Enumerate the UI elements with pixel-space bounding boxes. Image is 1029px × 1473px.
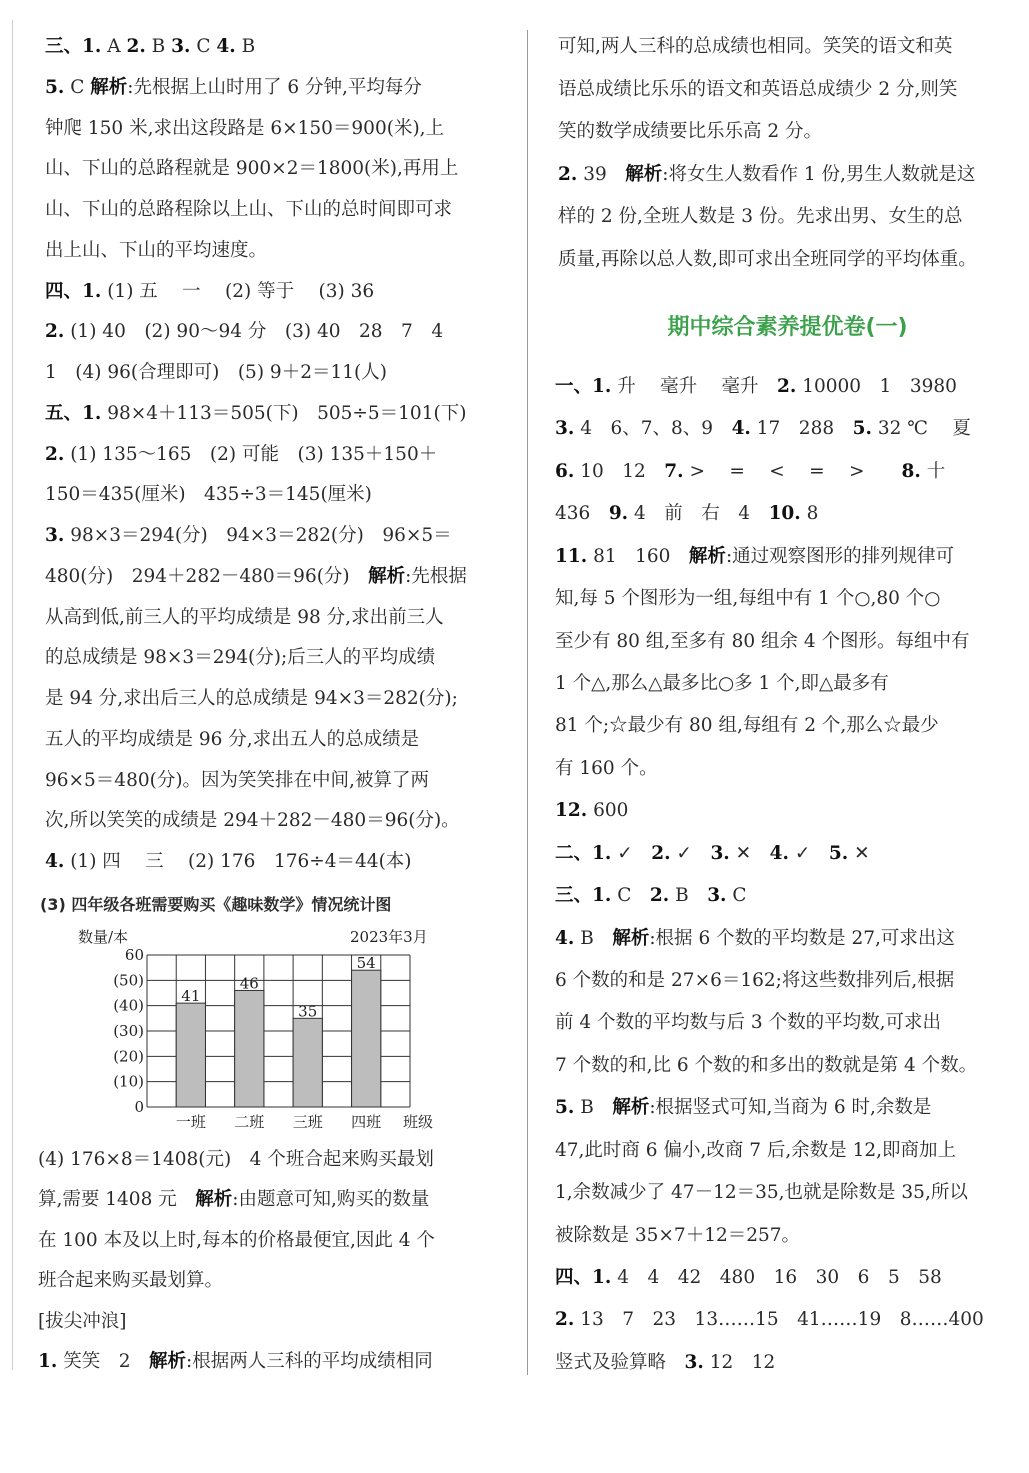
column-divider <box>527 30 528 1375</box>
item-label: 3. <box>45 525 65 546</box>
y-tick-label: (30) <box>113 1022 144 1040</box>
text-line <box>38 1148 434 1172</box>
text-segment: 山、下山的总路程就是 900×2＝1800(米),再用上 <box>45 158 459 180</box>
text-line <box>555 927 955 951</box>
item-label: 3. <box>555 418 575 440</box>
text-segment: 4 4 42 480 16 30 6 5 58 <box>611 1267 942 1289</box>
item-label: 5. <box>45 76 65 98</box>
item-label: 解析 <box>612 1097 650 1119</box>
item-label: 3. <box>710 842 730 864</box>
text-segment: 质量,再除以总人数,即可求出全班同学的平均体重。 <box>558 249 977 270</box>
text-line <box>45 320 443 344</box>
item-label: 2. <box>45 443 65 465</box>
text-segment: 钟爬 150 米,求出这段路是 6×150＝900(米),上 <box>45 117 445 139</box>
text-segment: 竖式及验算略 <box>555 1351 685 1373</box>
text-segment: C <box>64 76 91 98</box>
text-line <box>555 1308 984 1332</box>
bar <box>293 1018 322 1107</box>
text-segment: [拔尖冲浪] <box>38 1310 127 1332</box>
item-label: 7. <box>664 460 684 482</box>
text-line <box>45 769 429 793</box>
text-line <box>45 483 372 507</box>
item-label: 2. <box>555 1309 575 1331</box>
text-segment: 被除数是 35×7＋12＝257。 <box>555 1224 801 1246</box>
text-segment: ✓ <box>788 842 829 864</box>
item-label: 三、1. <box>45 36 102 57</box>
x-tick-label: 一班 <box>175 1113 206 1131</box>
text-line <box>555 1266 942 1290</box>
bar-value-label: 41 <box>181 987 201 1006</box>
text-line <box>45 524 452 548</box>
text-segment: 前 4 个数的平均数与后 3 个数的平均数,可求出 <box>555 1012 941 1034</box>
item-label: 5. <box>555 1097 575 1119</box>
text-line <box>45 402 466 426</box>
text-line <box>555 502 818 526</box>
text-segment: 98×4＋113＝505(下) 505÷5＝101(下) <box>101 402 467 424</box>
text-line <box>555 587 940 611</box>
text-segment: 算,需要 1408 元 <box>38 1189 196 1211</box>
text-line <box>555 417 971 441</box>
item-label: 解析 <box>368 565 406 587</box>
text-line <box>38 1269 223 1293</box>
text-segment: 笑笑 2 <box>57 1351 149 1372</box>
text-segment: B <box>145 36 172 57</box>
text-segment: (4) 176×8＝1408(元) 4 个班合起来购买最划 <box>38 1149 434 1170</box>
text-line <box>38 1188 429 1212</box>
item-label: 3. <box>684 1351 704 1373</box>
text-segment: :先根据 <box>405 565 467 587</box>
text-segment: 98×3＝294(分) 94×3＝282(分) 96×5＝ <box>64 525 452 546</box>
text-segment: 39 <box>577 163 626 185</box>
item-label: 2. <box>651 842 671 864</box>
text-segment: 1,余数减少了 47－12＝35,也就是除数是 35,所以 <box>555 1182 968 1204</box>
item-label: 8. <box>901 460 921 482</box>
item-label: 2. <box>649 885 670 907</box>
item-label: 1. <box>38 1351 58 1372</box>
text-segment: B <box>669 885 708 907</box>
text-line <box>45 565 467 589</box>
item-label: 解析 <box>195 1189 233 1211</box>
text-line <box>45 35 255 59</box>
text-segment: 17 288 <box>750 418 853 440</box>
text-segment: 出上山、下山的平均速度。 <box>45 239 268 261</box>
text-segment: :将女生人数看作 1 份,男生人数就是这 <box>662 163 976 185</box>
item-label: 三、1. <box>555 885 612 907</box>
text-segment: 12 12 <box>703 1351 776 1373</box>
text-line <box>45 687 458 711</box>
y-tick-label: 60 <box>124 946 144 964</box>
text-segment: :根据竖式可知,当商为 6 时,余数是 <box>649 1097 932 1119</box>
text-line <box>45 606 444 630</box>
item-label: 解析 <box>90 76 128 98</box>
item-label: 3. <box>707 885 727 907</box>
text-line <box>558 248 977 272</box>
text-segment: C <box>611 885 650 907</box>
text-segment: 次,所以笑笑的成绩是 294＋282－480＝96(分)。 <box>45 810 460 832</box>
text-segment: > = < = > <box>683 460 902 482</box>
item-label: 2. <box>126 36 146 57</box>
text-line <box>555 714 939 738</box>
text-line <box>45 850 412 874</box>
text-line <box>555 630 970 654</box>
page-edge-line <box>12 20 13 1370</box>
text-segment: 升 毫升 毫升 <box>611 376 777 397</box>
text-segment: 在 100 本及以上时,每本的价格最便宜,因此 4 个 <box>38 1229 435 1251</box>
item-label: 5. <box>828 842 849 864</box>
item-label: 12. <box>555 800 588 822</box>
text-segment: 1 个△,那么△最多比○多 1 个,即△最多有 <box>555 673 889 694</box>
text-line <box>555 1351 775 1375</box>
text-line <box>555 672 889 696</box>
text-segment: ✓ <box>611 842 652 864</box>
item-label: 5. <box>852 418 872 440</box>
text-segment: :根据两人三科的平均成绩相同 <box>186 1351 433 1372</box>
text-line <box>45 76 422 100</box>
item-label: 解析 <box>688 545 726 567</box>
text-line <box>555 375 957 399</box>
text-segment: 从高到低,前三人的平均成绩是 98 分,求出前三人 <box>45 606 444 628</box>
text-segment: 10 12 <box>574 460 665 482</box>
text-line <box>45 443 437 467</box>
text-line <box>555 1011 941 1035</box>
text-segment: 81 个;☆最少有 80 组,每组有 2 个,那么☆最少 <box>555 715 939 737</box>
y-tick-label: (10) <box>113 1072 144 1091</box>
bar-value-label: 35 <box>298 1002 318 1021</box>
y-tick-label: 0 <box>134 1098 144 1116</box>
text-segment: 81 160 <box>587 545 689 567</box>
text-segment: 480(分) 294＋282－480＝96(分) <box>45 565 369 587</box>
text-segment: ✕ <box>729 842 770 864</box>
text-line <box>558 78 957 102</box>
text-line <box>38 1229 435 1253</box>
text-line <box>45 198 452 222</box>
text-segment: C <box>190 36 217 57</box>
bar-value-label: 54 <box>356 954 376 973</box>
text-segment: B <box>574 1097 613 1119</box>
text-line <box>555 884 747 908</box>
text-segment: 4 6、7、8、9 <box>574 418 732 440</box>
text-line <box>555 757 658 781</box>
text-segment: 十 <box>920 460 946 482</box>
item-label: 2. <box>45 321 65 343</box>
text-segment: :根据 6 个数的平均数是 27,可求出这 <box>649 927 955 949</box>
text-segment: (1) 40 (2) 90～94 分 (3) 40 28 7 4 <box>64 321 444 343</box>
item-label: 4. <box>555 927 575 949</box>
text-segment: 山、下山的总路程除以上山、下山的总时间即可求 <box>45 199 453 220</box>
item-label: 4. <box>216 36 236 57</box>
text-line <box>555 545 954 569</box>
text-line <box>45 728 419 752</box>
text-segment: :通过观察图形的排列规律可 <box>725 545 955 567</box>
text-line <box>555 460 945 484</box>
text-segment: 47,此时商 6 偏小,改商 7 后,余数是 12,即商加上 <box>555 1139 957 1161</box>
text-segment: (1) 四 三 (2) 176 176÷4＝44(本) <box>64 851 412 872</box>
x-tick-label: 四班 <box>351 1113 382 1131</box>
text-segment: B <box>235 36 256 57</box>
item-label: 一、1. <box>555 376 612 397</box>
text-segment: 五人的平均成绩是 96 分,求出五人的总成绩是 <box>45 728 420 750</box>
text-line <box>45 239 267 263</box>
text-segment: 13 7 23 13……15 41……19 8……400 <box>574 1309 984 1331</box>
chart-date: 2023年3月 <box>350 928 428 946</box>
text-segment: 1 (4) 96(合理即可) (5) 9＋2＝11(人) <box>45 362 387 383</box>
text-segment: 知,每 5 个图形为一组,每组中有 1 个○,80 个○ <box>555 588 941 610</box>
item-label: 11. <box>555 545 588 567</box>
y-tick-label: (50) <box>113 971 144 990</box>
item-label: 6. <box>555 460 575 482</box>
item-label: 四、1. <box>45 280 102 302</box>
text-segment: :由题意可知,购买的数量 <box>232 1189 430 1211</box>
x-tick-label: 二班 <box>234 1113 265 1131</box>
bar-value-label: 46 <box>239 974 259 993</box>
text-segment: ✓ <box>670 842 711 864</box>
text-segment: 笑的数学成绩要比乐乐高 2 分。 <box>558 121 823 143</box>
text-line <box>558 35 952 59</box>
text-line <box>555 1139 956 1163</box>
text-line <box>558 120 822 144</box>
bar <box>352 970 381 1107</box>
item-label: 解析 <box>148 1351 186 1372</box>
y-tick-label: (20) <box>113 1047 144 1066</box>
text-segment: (1) 135～165 (2) 可能 (3) 135＋150＋ <box>64 443 438 465</box>
text-segment: 96×5＝480(分)。因为笑笑排在中间,被算了两 <box>45 769 429 791</box>
text-line <box>558 205 962 229</box>
text-line <box>45 117 444 141</box>
text-segment: 的总成绩是 98×3＝294(分);后三人的平均成绩 <box>45 647 436 669</box>
text-segment: 8 <box>800 503 819 525</box>
text-segment: 样的 2 份,全班人数是 3 份。先求出男、女生的总 <box>558 206 963 228</box>
item-label: 9. <box>608 503 629 525</box>
text-segment: (1) 五 一 (2) 等于 (3) 36 <box>101 280 375 302</box>
item-label: 解析 <box>612 927 650 949</box>
text-segment: 有 160 个。 <box>555 757 658 779</box>
text-segment: B <box>574 927 613 949</box>
text-segment: 436 <box>555 503 609 525</box>
item-label: 四、1. <box>555 1267 612 1289</box>
text-line <box>38 1310 126 1334</box>
bar <box>176 1003 205 1107</box>
text-line <box>45 646 435 670</box>
section-heading: 期中综合素养提优卷(一) <box>667 315 908 340</box>
item-label: 2. <box>776 376 797 397</box>
text-segment: ✕ <box>848 842 870 864</box>
text-segment: 600 <box>587 800 629 822</box>
text-line <box>38 1350 433 1374</box>
item-label: 4. <box>731 418 751 440</box>
text-segment: 至少有 80 组,至多有 80 组余 4 个图形。每组中有 <box>555 630 970 652</box>
chart-title: (3) 四年级各班需要购买《趣味数学》情况统计图 <box>40 895 392 914</box>
x-tick-label: 三班 <box>292 1113 323 1131</box>
text-segment: 可知,两人三科的总成绩也相同。笑笑的语文和英 <box>558 36 953 57</box>
text-segment: 7 个数的和,比 6 个数的和多出的数就是第 4 个数。 <box>555 1054 978 1076</box>
text-line <box>555 1054 977 1078</box>
text-segment: A <box>101 36 127 57</box>
text-line <box>45 157 458 181</box>
text-segment: 6 个数的和是 27×6＝162;将这些数排列后,根据 <box>555 970 955 992</box>
item-label: 10. <box>768 503 801 525</box>
x-axis-label: 班级 <box>402 1113 434 1131</box>
text-line <box>45 809 460 833</box>
y-axis-label: 数量/本 <box>78 928 129 946</box>
item-label: 解析 <box>625 163 663 185</box>
text-line <box>45 361 387 385</box>
text-segment: :先根据上山时用了 6 分钟,平均每分 <box>127 76 422 98</box>
text-segment: 4 前 右 4 <box>628 503 769 525</box>
y-tick-label: (40) <box>113 996 144 1015</box>
text-line <box>558 163 975 187</box>
text-line <box>45 280 374 304</box>
item-label: 五、1. <box>45 402 102 424</box>
text-segment: C <box>726 885 747 907</box>
item-label: 二、1. <box>555 842 612 864</box>
item-label: 3. <box>171 36 191 57</box>
text-line <box>555 799 628 823</box>
item-label: 4. <box>769 842 789 864</box>
bar <box>235 990 264 1107</box>
text-segment: 32 ℃ 夏 <box>871 418 971 440</box>
text-line <box>555 969 954 993</box>
text-segment: 150＝435(厘米) 435÷3＝145(厘米) <box>45 484 372 506</box>
text-line <box>555 842 870 866</box>
text-line <box>555 1181 968 1205</box>
text-segment: 是 94 分,求出后三人的总成绩是 94×3＝282(分); <box>45 688 458 709</box>
bar-chart <box>60 920 460 1135</box>
text-line <box>555 1224 800 1248</box>
item-label: 2. <box>558 163 578 185</box>
text-segment: 语总成绩比乐乐的语文和英语总成绩少 2 分,则笑 <box>558 78 958 100</box>
text-segment: 班合起来购买最划算。 <box>38 1270 224 1292</box>
item-label: 4. <box>45 851 65 872</box>
text-line <box>555 1096 931 1120</box>
text-segment: 10000 1 3980 <box>796 376 957 397</box>
